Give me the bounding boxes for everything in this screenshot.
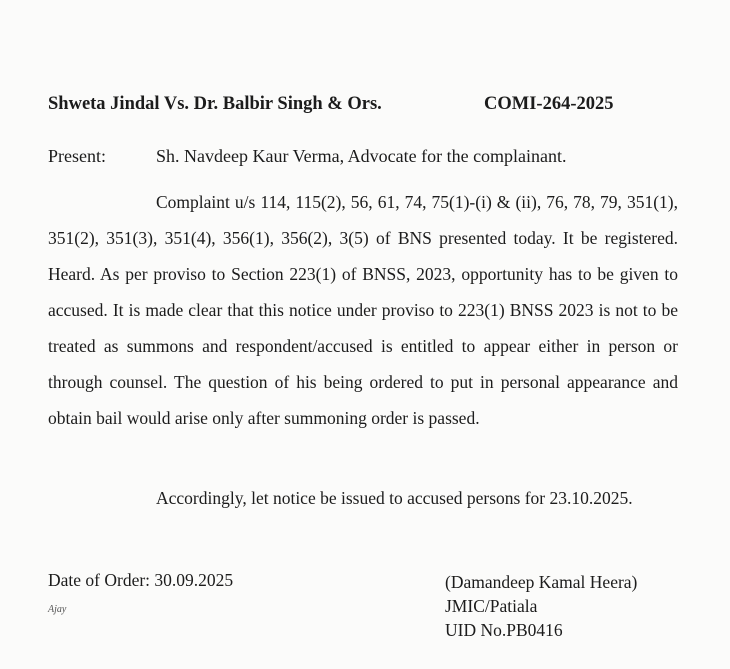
date-of-order: Date of Order: 30.09.2025 [48, 570, 234, 590]
order-paragraph-1: Complaint u/s 114, 115(2), 56, 61, 74, 75(1)-(i) & (ii), 76, 78, 79, 351(1), 351(2), 351(3), 351(4), 356(1), 356(2), 3(5) of BNS presented today. It be registered. Heard. As per proviso to Section 223(1) of BNSS, 2023, opportunity has to be given to accused. It is made clear that this notice under proviso to 223(1) BNSS 2023 is not to be treated as summons and respondent/accused is entitled to appear either in person or through counsel. The question of his being ordered to put in personal appearance and obtain bail would arise only after summoning order is passed. [48, 192, 678, 428]
case-title: Shweta Jindal Vs. Dr. Balbir Singh & Ors. [48, 94, 382, 114]
signatory-name: (Damandeep Kamal Heera) [445, 572, 638, 592]
signatory-designation: JMIC/Patiala [445, 596, 538, 616]
typist-initials: Ajay [48, 604, 67, 615]
signatory-uid: UID No.PB0416 [445, 620, 563, 640]
order-paragraph-2: Accordingly, let notice be issued to accused persons for 23.10.2025. [156, 488, 633, 508]
present-value: Sh. Navdeep Kaur Verma, Advocate for the complainant. [156, 146, 567, 166]
case-number: COMI-264-2025 [484, 94, 614, 114]
signature-block [445, 570, 637, 642]
present-label: Present: [48, 146, 106, 166]
order-footer [0, 570, 730, 660]
